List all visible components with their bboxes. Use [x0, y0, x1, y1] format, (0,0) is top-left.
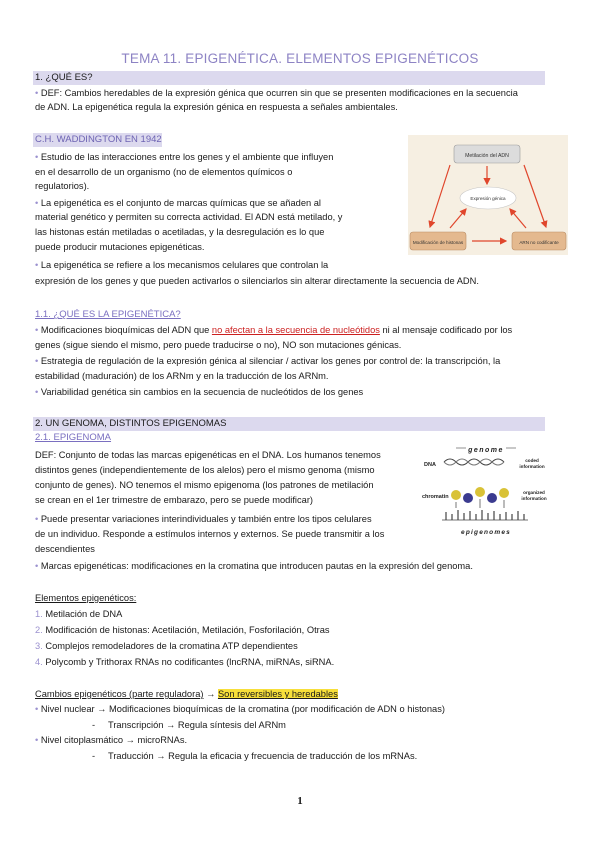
bullet: • — [35, 356, 39, 366]
def-line-2: de ADN. La epigenética regula la expresión génica en respuesta a señales ambientales. — [35, 102, 398, 112]
elements-item-1 — [35, 608, 122, 621]
elements-text-4: Polycomb y Trithorax RNAs no codificantes (lncRNA, miRNAs, siRNA. — [45, 657, 335, 667]
s2-p1-l3: conjunto de genes). NO tenemos el mismo epigenoma (los patrones de metilación — [35, 480, 374, 490]
bullet: • — [35, 260, 39, 270]
elements-num-2: 2. — [35, 625, 43, 635]
elements-num-3: 3. — [35, 641, 43, 651]
epigenomes-label: epigenomes — [461, 529, 511, 536]
nucleosome — [451, 490, 461, 500]
waddington-b2-l2: material genético y permiten su correcta actividad. El ADN está metilado, y — [35, 212, 343, 222]
cambios-heading — [35, 688, 338, 701]
s11-b2-l1: Estrategia de regulación de la expresión génica al silenciar / activar los genes por control de: la transcripción, la — [40, 356, 501, 366]
bullet: • — [35, 325, 39, 335]
page-title: TEMA 11. EPIGENÉTICA. ELEMENTOS EPIGENÉTICOS — [121, 51, 479, 66]
coded-label: coded — [525, 458, 539, 463]
s2-p1-l2: distintos genes (independientemente de los alelos) pero el mismo genoma (mismo — [35, 465, 375, 475]
waddington-b2-l1: La epigenética es el conjunto de marcas químicas que se añaden al — [40, 198, 321, 208]
s2-b1-l1: Puede presentar variaciones interindividuales y también entre los tipos celulares — [40, 514, 372, 524]
elements-heading: Elementos epigenéticos: — [35, 593, 137, 603]
bullet: • — [35, 514, 39, 524]
nucleosome — [499, 488, 509, 498]
s2-p1-l1: DEF: Conjunto de todas las marcas epigenéticas en el DNA. Los humanos tenemos — [35, 450, 381, 460]
s2-bullet-2 — [35, 560, 473, 573]
section-heading-genoma: 2. UN GENOMA, DISTINTOS EPIGENOMAS — [33, 417, 545, 431]
node-gene-expression-label: Expresión génica — [470, 196, 506, 201]
page-number: 1 — [297, 795, 303, 807]
s11-b1-a: Modificaciones bioquímicas del ADN que — [40, 325, 212, 335]
waddington-b3-l1: La epigenética se refiere a los mecanismos celulares que controlan la — [40, 260, 329, 270]
elements-num-4: 4. — [35, 657, 43, 667]
organized-information-label: information — [521, 496, 547, 501]
node-histone-modification-label: Modificación de histonas — [412, 240, 464, 245]
s11-bullet-3 — [35, 386, 363, 399]
node-dna-methylation-label: Metilación del ADN — [465, 153, 509, 159]
bullet: • — [35, 152, 39, 162]
waddington-b3-l2: expresión de los genes y que pueden activarlos o silenciarlos sin alterar directamente la secuencia de ADN. — [35, 276, 479, 286]
bullet: • — [35, 387, 39, 397]
elements-item-4 — [35, 656, 334, 669]
s2-b1-l2: de un individuo. Responde a estímulos internos y externos. Se puede transmitir a los — [35, 529, 385, 539]
waddington-bullet-1 — [35, 151, 333, 164]
s2-b1-l3: descendientes — [35, 544, 95, 554]
waddington-b1-l2: en el desarrollo de un organismo (no de elementos químicos o — [35, 167, 293, 177]
s11-b1-red: no afectan a la secuencia de nucleótidos — [211, 325, 380, 335]
waddington-b2-l3: las histonas están metiladas o acetiladas, y la desregulación es lo que — [35, 227, 325, 237]
cambios-heading-text: Cambios epigenéticos (parte reguladora) — [35, 689, 204, 699]
bullet: • — [35, 561, 39, 571]
def-line-1: DEF: Cambios heredables de la expresión génica que ocurren sin que se presenten modificaciones en la secuencia — [40, 88, 518, 98]
bullet: • — [35, 704, 39, 714]
elements-item-2 — [35, 624, 330, 637]
nucleosome — [475, 487, 485, 497]
def-paragraph — [35, 87, 518, 100]
waddington-b2-l4: puede producir mutaciones epigenéticas. — [35, 242, 205, 252]
nucleosome — [487, 493, 497, 503]
s2-b2: Marcas epigenéticas: modificaciones en la cromatina que introducen pautas en la expresión del genoma. — [40, 561, 473, 571]
s2-p1-l4: se crean en el 1er trimestre de embarazo, pero se puede modificar) — [35, 495, 314, 505]
elements-item-3 — [35, 640, 298, 653]
bullet: • — [35, 88, 39, 98]
cambios-n2: Nivel citoplasmático → microRNAs. — [40, 735, 188, 745]
s11-b2-l2: estabilidad (maduración) de los ARNm y en la traducción de los ARNm. — [35, 371, 329, 381]
genome-epigenomes-diagram — [420, 440, 553, 540]
cambios-n1-sub-dash: - — [92, 720, 96, 730]
genome-label: genome — [468, 447, 504, 454]
coded-information-label: information — [519, 464, 545, 469]
cambios-highlight: Son reversibles y heredables — [217, 689, 338, 699]
bullet: • — [35, 735, 39, 745]
s11-bullet-2 — [35, 355, 500, 368]
dna-label: DNA — [424, 462, 436, 468]
section-heading-que-es: 1. ¿QUÉ ES? — [33, 71, 545, 85]
s11-b1-l2: genes (sigue siendo el mismo, pero puede traducirse o no), NO son mutaciones génicas. — [35, 340, 402, 350]
waddington-bullet-2 — [35, 197, 321, 210]
elements-text-3: Complejos remodeladores de la cromatina ATP dependientes — [45, 641, 298, 651]
epigenetics-cycle-diagram — [408, 135, 568, 255]
chromatin-label: chromatin — [422, 494, 449, 500]
cambios-n2-sub: Traducción → Regula la eficacia y frecuencia de traducción de los mRNAs. — [108, 751, 418, 761]
subsection-heading-que-es-epigenetica: 1.1. ¿QUÉ ES LA EPIGENÉTICA? — [35, 309, 181, 320]
cambios-nivel-citoplasmatico — [35, 734, 187, 747]
s11-b3: Variabilidad genética sin cambios en la secuencia de nucleótidos de los genes — [40, 387, 364, 397]
cambios-nivel-nuclear — [35, 703, 445, 716]
cambios-n1: Nivel nuclear → Modificaciones bioquímicas de la cromatina (por modificación de ADN o histonas) — [40, 704, 445, 714]
bullet: • — [35, 198, 39, 208]
nucleosome — [463, 493, 473, 503]
cambios-arrow: → — [203, 689, 218, 699]
organized-label: organized — [523, 490, 545, 495]
waddington-b1-l3: regulatorios). — [35, 181, 90, 191]
elements-num-1: 1. — [35, 609, 43, 619]
s11-b1-b: ni al mensaje codificado por los — [379, 325, 513, 335]
s11-bullet-1 — [35, 324, 512, 337]
waddington-bullet-3 — [35, 259, 328, 272]
s2-bullet-1 — [35, 513, 372, 526]
waddington-heading: C.H. WADDINGTON EN 1942 — [35, 134, 162, 145]
node-noncoding-rna-label: ARN no codificante — [519, 240, 559, 245]
cambios-n2-sub-dash: - — [92, 751, 96, 761]
waddington-b1-l1: Estudio de las interacciones entre los genes y el ambiente que influyen — [40, 152, 334, 162]
elements-text-1: Metilación de DNA — [45, 609, 123, 619]
cambios-n1-sub: Transcripción → Regula síntesis del ARNm — [108, 720, 286, 730]
subsection-heading-epigenoma: 2.1. EPIGENOMA — [35, 432, 112, 443]
elements-text-2: Modificación de histonas: Acetilación, Metilación, Fosforilación, Otras — [45, 625, 330, 635]
